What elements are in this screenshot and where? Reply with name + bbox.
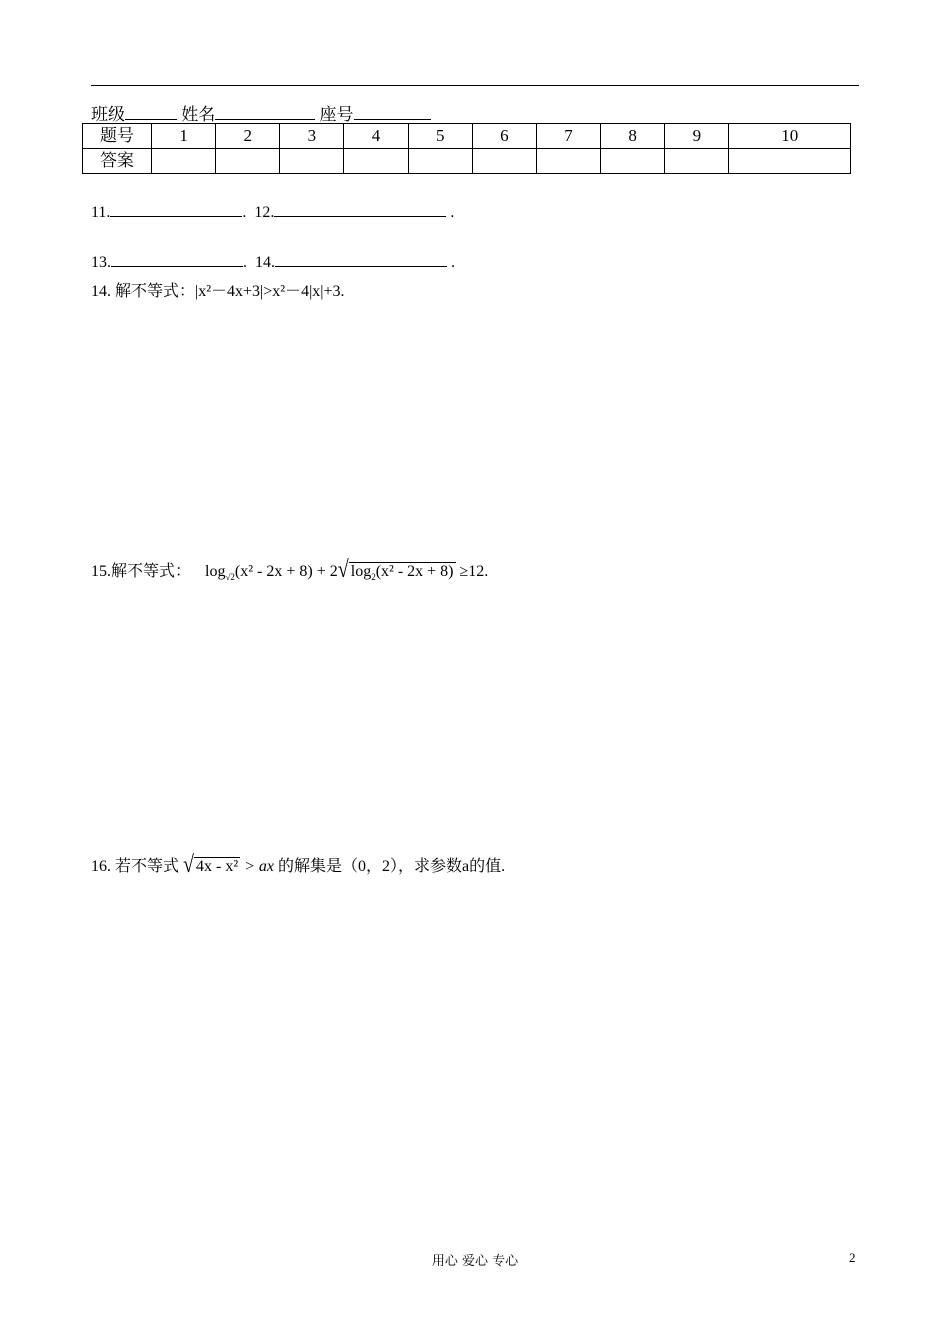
name-label: 姓名 [181,105,216,124]
answer-cell[interactable] [344,149,408,174]
answer-header: 答案 [83,149,152,174]
answer-cell[interactable] [536,149,600,174]
question-number: 9 [665,124,729,149]
radical-sign-icon: √ [183,851,194,879]
question-number: 4 [344,124,408,149]
separator: . [242,204,247,221]
question-number-header: 题号 [83,124,152,149]
label-12: 12. [254,204,275,221]
student-info-row [91,100,431,125]
question-number: 10 [729,124,851,149]
question-number: 6 [472,124,536,149]
plus-two: + 2 [316,563,338,580]
question-15-formula [205,556,489,584]
answer-blank-12[interactable] [274,202,446,217]
question-number: 5 [408,124,472,149]
seat-label: 座号 [319,105,354,124]
answer-blank-13[interactable] [111,252,243,267]
table-row [83,124,851,149]
footer-text: 用心 爱心 专心 [431,1254,519,1269]
answer-cell[interactable] [216,149,280,174]
answer-cell[interactable] [280,149,344,174]
question-number: 3 [280,124,344,149]
answer-cell[interactable] [472,149,536,174]
label-13: 13. [91,254,111,271]
answer-cell[interactable] [729,149,851,174]
label-14: 14. [255,254,275,271]
answer-cell[interactable] [601,149,665,174]
log-argument: (x² - 2x + 8) [375,563,454,580]
question-16 [91,853,505,877]
question-14-prefix: 14. 解不等式： [91,283,196,300]
log-base-2: 2 [371,572,376,582]
class-field[interactable] [125,104,177,120]
question-14 [91,278,345,301]
fill-line-11-12 [91,202,454,222]
separator: . [243,254,247,271]
answer-blank-11[interactable] [110,202,242,217]
log-base-sqrt2: √2 [225,572,235,582]
end-period: . [451,254,455,271]
question-number: 8 [601,124,665,149]
question-16-prefix: 16. 若不等式 [91,858,180,875]
question-15 [91,558,488,582]
question-14-formula: |x²－4x+3|>x²－4|x|+3. [195,283,345,300]
answer-cell[interactable] [152,149,216,174]
top-rule [91,85,859,86]
table-row [83,149,851,174]
question-number: 2 [216,124,280,149]
inequality-rhs: > ax [244,858,275,875]
class-label: 班级 [91,105,125,124]
radicand: 4x - x² [196,858,239,875]
question-number: 7 [536,124,600,149]
inequality-tail: ≥12. [459,563,489,580]
page-number: 2 [849,1250,856,1265]
answer-table [82,123,851,174]
question-15-prefix: 15.解不等式： [91,563,192,580]
fill-line-13-14 [91,252,455,272]
radicand [349,562,456,582]
answer-cell[interactable] [665,149,729,174]
label-11: 11. [91,204,111,221]
end-period: . [450,204,455,221]
seat-field[interactable] [354,104,431,120]
log-symbol: log [350,563,372,580]
question-number: 1 [152,124,216,149]
question-16-suffix: 的解集是（0，2），求参数a的值. [278,858,506,875]
radical-sign-icon: √ [337,556,349,584]
answer-blank-14[interactable] [275,252,447,267]
log-symbol: log [205,563,226,580]
log-argument: (x² - 2x + 8) [234,563,313,580]
question-16-formula [183,851,275,879]
name-field[interactable] [215,104,315,120]
answer-cell[interactable] [408,149,472,174]
